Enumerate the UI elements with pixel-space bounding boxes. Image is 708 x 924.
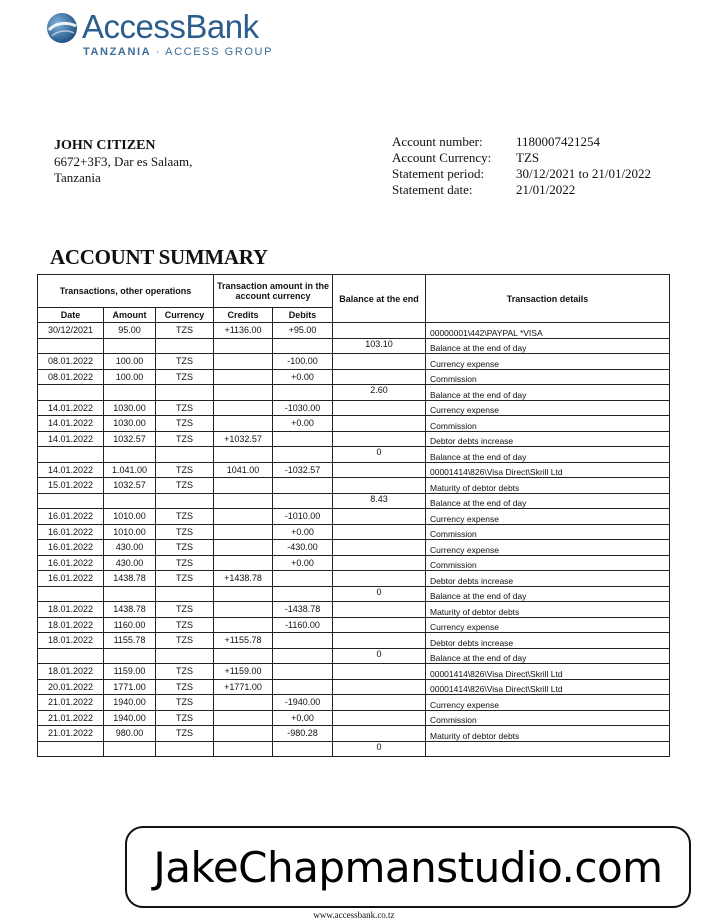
balance-cell — [333, 633, 426, 649]
date-cell: 21.01.2022 — [38, 695, 104, 711]
currency-cell: TZS — [156, 617, 214, 633]
table-row — [38, 695, 670, 711]
balance-cell: 8.43 — [333, 493, 426, 509]
currency-header: Currency — [156, 308, 214, 323]
debits-cell: -430.00 — [273, 540, 333, 556]
amount-cell — [104, 385, 156, 401]
account-currency-value: TZS — [516, 150, 540, 165]
date-cell — [38, 586, 104, 602]
currency-cell: TZS — [156, 540, 214, 556]
currency-cell: TZS — [156, 478, 214, 494]
currency-cell: TZS — [156, 400, 214, 416]
credits-cell: 1041.00 — [214, 462, 273, 478]
details-cell: 00000001\442\PAYPAL *VISA — [426, 323, 670, 339]
details-cell: Currency expense — [426, 617, 670, 633]
amount-cell — [104, 586, 156, 602]
amount-cell: 100.00 — [104, 369, 156, 385]
currency-cell: TZS — [156, 462, 214, 478]
balance-cell — [333, 695, 426, 711]
date-cell — [38, 741, 104, 757]
date-header: Date — [38, 308, 104, 323]
debits-cell — [273, 493, 333, 509]
amount-cell — [104, 741, 156, 757]
date-cell: 18.01.2022 — [38, 602, 104, 618]
debits-cell: -1160.00 — [273, 617, 333, 633]
amount-cell: 1030.00 — [104, 400, 156, 416]
balance-cell: 0 — [333, 586, 426, 602]
credits-cell — [214, 524, 273, 540]
balance-cell: 0 — [333, 648, 426, 664]
date-cell: 08.01.2022 — [38, 369, 104, 385]
details-cell: Balance at the end of day — [426, 648, 670, 664]
credits-cell — [214, 509, 273, 525]
bank-logo — [46, 10, 286, 60]
currency-cell: TZS — [156, 416, 214, 432]
currency-cell: TZS — [156, 664, 214, 680]
account-currency-row — [392, 150, 651, 166]
amount-in-currency-header: Transaction amount in the account currency — [214, 275, 333, 308]
balance-cell — [333, 509, 426, 525]
details-cell: Currency expense — [426, 509, 670, 525]
credits-cell — [214, 447, 273, 463]
details-cell: Commission — [426, 369, 670, 385]
credits-cell: +1771.00 — [214, 679, 273, 695]
details-cell — [426, 741, 670, 757]
balance-cell — [333, 369, 426, 385]
currency-cell — [156, 493, 214, 509]
date-cell: 14.01.2022 — [38, 431, 104, 447]
credits-cell — [214, 478, 273, 494]
transactions-body — [38, 323, 670, 757]
credits-cell: +1155.78 — [214, 633, 273, 649]
date-cell: 16.01.2022 — [38, 524, 104, 540]
balance-cell — [333, 555, 426, 571]
summary-title: ACCOUNT SUMMARY — [50, 245, 268, 269]
account-number-label: Account number: — [392, 134, 483, 149]
table-row — [38, 726, 670, 742]
amount-cell: 1160.00 — [104, 617, 156, 633]
table-row — [38, 710, 670, 726]
statement-date-label: Statement date: — [392, 182, 473, 197]
currency-cell: TZS — [156, 602, 214, 618]
credits-cell — [214, 555, 273, 571]
debits-cell — [273, 664, 333, 680]
amount-cell: 980.00 — [104, 726, 156, 742]
balance-cell — [333, 416, 426, 432]
balance-cell — [333, 354, 426, 370]
footer-url: www.accessbank.co.tz — [313, 910, 395, 920]
table-row — [38, 369, 670, 385]
debits-cell — [273, 431, 333, 447]
debits-cell — [273, 633, 333, 649]
balance-cell — [333, 462, 426, 478]
details-cell: Commission — [426, 524, 670, 540]
watermark-banner: JakeChapmanstudio.com — [125, 826, 691, 908]
customer-address-line1: 6672+3F3, Dar es Salaam, — [54, 154, 193, 169]
date-cell: 14.01.2022 — [38, 462, 104, 478]
currency-cell — [156, 338, 214, 354]
date-cell — [38, 493, 104, 509]
debits-cell — [273, 648, 333, 664]
statement-date-row — [392, 182, 651, 198]
balance-cell — [333, 710, 426, 726]
customer-name: JOHN CITIZEN — [54, 138, 156, 153]
currency-cell: TZS — [156, 726, 214, 742]
credits-cell — [214, 416, 273, 432]
balance-cell — [333, 679, 426, 695]
balance-cell — [333, 602, 426, 618]
date-cell: 15.01.2022 — [38, 478, 104, 494]
table-row — [38, 602, 670, 618]
table-row — [38, 540, 670, 556]
debits-cell — [273, 741, 333, 757]
table-row — [38, 741, 670, 757]
amount-cell: 1940.00 — [104, 695, 156, 711]
globe-logo-icon — [46, 12, 78, 44]
statement-date-value: 21/01/2022 — [516, 182, 576, 197]
table-row — [38, 617, 670, 633]
table-row — [38, 338, 670, 354]
credits-cell — [214, 726, 273, 742]
debits-cell: -100.00 — [273, 354, 333, 370]
credits-cell — [214, 354, 273, 370]
table-row — [38, 323, 670, 339]
credits-header: Credits — [214, 308, 273, 323]
debits-header: Debits — [273, 308, 333, 323]
balance-cell — [333, 323, 426, 339]
details-cell: Commission — [426, 416, 670, 432]
date-cell: 21.01.2022 — [38, 710, 104, 726]
table-row — [38, 679, 670, 695]
date-cell: 20.01.2022 — [38, 679, 104, 695]
date-cell: 16.01.2022 — [38, 571, 104, 587]
table-row — [38, 431, 670, 447]
credits-cell — [214, 400, 273, 416]
amount-cell: 1771.00 — [104, 679, 156, 695]
credits-cell — [214, 710, 273, 726]
date-cell: 16.01.2022 — [38, 555, 104, 571]
currency-cell: TZS — [156, 431, 214, 447]
amount-header: Amount — [104, 308, 156, 323]
amount-cell: 1438.78 — [104, 602, 156, 618]
date-cell: 16.01.2022 — [38, 540, 104, 556]
credits-cell — [214, 602, 273, 618]
details-cell: Commission — [426, 555, 670, 571]
credits-cell — [214, 493, 273, 509]
details-cell: Balance at the end of day — [426, 338, 670, 354]
debits-cell: +0.00 — [273, 555, 333, 571]
account-currency-label: Account Currency: — [392, 150, 492, 165]
operations-header: Transactions, other operations — [38, 275, 214, 308]
currency-cell — [156, 586, 214, 602]
amount-cell — [104, 447, 156, 463]
statement-period-label: Statement period: — [392, 166, 485, 181]
amount-cell: 430.00 — [104, 555, 156, 571]
bank-name: AccessBank — [82, 8, 259, 45]
table-row — [38, 524, 670, 540]
currency-cell: TZS — [156, 369, 214, 385]
debits-cell — [273, 679, 333, 695]
currency-cell: TZS — [156, 354, 214, 370]
amount-cell — [104, 493, 156, 509]
debits-cell: +0.00 — [273, 524, 333, 540]
currency-cell: TZS — [156, 695, 214, 711]
currency-cell: TZS — [156, 524, 214, 540]
details-cell: Balance at the end of day — [426, 447, 670, 463]
balance-cell — [333, 664, 426, 680]
account-number-row — [392, 134, 651, 150]
date-cell: 18.01.2022 — [38, 664, 104, 680]
details-cell: Currency expense — [426, 695, 670, 711]
table-row — [38, 509, 670, 525]
debits-cell: -1438.78 — [273, 602, 333, 618]
date-cell: 18.01.2022 — [38, 617, 104, 633]
table-row — [38, 633, 670, 649]
details-cell: Balance at the end of day — [426, 586, 670, 602]
date-cell: 14.01.2022 — [38, 400, 104, 416]
debits-cell: -1010.00 — [273, 509, 333, 525]
amount-cell: 1155.78 — [104, 633, 156, 649]
table-row — [38, 493, 670, 509]
debits-cell: -1030.00 — [273, 400, 333, 416]
date-cell — [38, 447, 104, 463]
balance-cell — [333, 524, 426, 540]
balance-cell — [333, 540, 426, 556]
date-cell: 08.01.2022 — [38, 354, 104, 370]
currency-cell — [156, 447, 214, 463]
credits-cell — [214, 369, 273, 385]
currency-cell — [156, 648, 214, 664]
balance-cell — [333, 571, 426, 587]
debits-cell — [273, 586, 333, 602]
amount-cell: 1032.57 — [104, 431, 156, 447]
credits-cell — [214, 741, 273, 757]
currency-cell: TZS — [156, 633, 214, 649]
table-row — [38, 462, 670, 478]
amount-cell — [104, 338, 156, 354]
table-row — [38, 586, 670, 602]
credits-cell — [214, 648, 273, 664]
credits-cell — [214, 617, 273, 633]
amount-cell — [104, 648, 156, 664]
balance-header: Balance at the end — [333, 275, 426, 323]
balance-cell — [333, 400, 426, 416]
currency-cell — [156, 741, 214, 757]
details-cell: Currency expense — [426, 540, 670, 556]
date-cell: 14.01.2022 — [38, 416, 104, 432]
credits-cell — [214, 338, 273, 354]
date-cell: 30/12/2021 — [38, 323, 104, 339]
debits-cell: +0.00 — [273, 369, 333, 385]
details-cell: Debtor debts increase — [426, 431, 670, 447]
currency-cell: TZS — [156, 555, 214, 571]
table-row — [38, 416, 670, 432]
date-cell — [38, 385, 104, 401]
currency-cell: TZS — [156, 679, 214, 695]
details-cell: Currency expense — [426, 400, 670, 416]
table-row — [38, 400, 670, 416]
details-cell: Balance at the end of day — [426, 385, 670, 401]
currency-cell: TZS — [156, 509, 214, 525]
debits-cell: +95.00 — [273, 323, 333, 339]
amount-cell: 1030.00 — [104, 416, 156, 432]
debits-cell — [273, 385, 333, 401]
details-cell: Maturity of debtor debts — [426, 602, 670, 618]
amount-cell: 430.00 — [104, 540, 156, 556]
table-row — [38, 555, 670, 571]
details-cell: 00001414\826\Visa Direct\Skrill Ltd — [426, 664, 670, 680]
balance-cell — [333, 431, 426, 447]
account-number-value: 1180007421254 — [516, 134, 601, 149]
balance-cell: 2.60 — [333, 385, 426, 401]
currency-cell: TZS — [156, 710, 214, 726]
amount-cell: 1032.57 — [104, 478, 156, 494]
account-info — [392, 134, 651, 198]
details-header: Transaction details — [426, 275, 670, 323]
debits-cell: +0.00 — [273, 710, 333, 726]
balance-cell — [333, 726, 426, 742]
currency-cell: TZS — [156, 571, 214, 587]
debits-cell — [273, 478, 333, 494]
table-row — [38, 571, 670, 587]
amount-cell: 1940.00 — [104, 710, 156, 726]
amount-cell: 1010.00 — [104, 509, 156, 525]
credits-cell: +1136.00 — [214, 323, 273, 339]
date-cell: 16.01.2022 — [38, 509, 104, 525]
date-cell — [38, 338, 104, 354]
amount-cell: 1159.00 — [104, 664, 156, 680]
details-cell: Currency expense — [426, 354, 670, 370]
amount-cell: 1.041.00 — [104, 462, 156, 478]
statement-period-value: 30/12/2021 to 21/01/2022 — [516, 166, 652, 181]
table-row — [38, 478, 670, 494]
balance-cell: 0 — [333, 447, 426, 463]
bank-subtitle: TANZANIA · ACCESS GROUP — [83, 46, 274, 58]
details-cell: 00001414\826\Visa Direct\Skrill Ltd — [426, 679, 670, 695]
credits-cell — [214, 540, 273, 556]
debits-cell — [273, 571, 333, 587]
balance-cell: 0 — [333, 741, 426, 757]
debits-cell — [273, 338, 333, 354]
date-cell: 18.01.2022 — [38, 633, 104, 649]
amount-cell: 1438.78 — [104, 571, 156, 587]
transactions-table — [37, 274, 670, 757]
balance-cell: 103.10 — [333, 338, 426, 354]
statement-period-row — [392, 166, 651, 182]
details-cell: 00001414\826\Visa Direct\Skrill Ltd — [426, 462, 670, 478]
credits-cell — [214, 695, 273, 711]
table-row — [38, 648, 670, 664]
credits-cell — [214, 385, 273, 401]
details-cell: Maturity of debtor debts — [426, 726, 670, 742]
table-row — [38, 447, 670, 463]
details-cell: Commission — [426, 710, 670, 726]
details-cell: Balance at the end of day — [426, 493, 670, 509]
date-cell: 21.01.2022 — [38, 726, 104, 742]
details-cell: Debtor debts increase — [426, 633, 670, 649]
customer-block — [54, 138, 192, 186]
details-cell: Debtor debts increase — [426, 571, 670, 587]
credits-cell: +1438.78 — [214, 571, 273, 587]
credits-cell — [214, 586, 273, 602]
date-cell — [38, 648, 104, 664]
amount-cell: 100.00 — [104, 354, 156, 370]
balance-cell — [333, 617, 426, 633]
debits-cell: -980.28 — [273, 726, 333, 742]
amount-cell: 1010.00 — [104, 524, 156, 540]
credits-cell: +1159.00 — [214, 664, 273, 680]
table-row — [38, 354, 670, 370]
balance-cell — [333, 478, 426, 494]
debits-cell — [273, 447, 333, 463]
currency-cell: TZS — [156, 323, 214, 339]
details-cell: Maturity of debtor debts — [426, 478, 670, 494]
table-row — [38, 664, 670, 680]
debits-cell: -1032.57 — [273, 462, 333, 478]
currency-cell — [156, 385, 214, 401]
credits-cell: +1032.57 — [214, 431, 273, 447]
amount-cell: 95.00 — [104, 323, 156, 339]
debits-cell: +0.00 — [273, 416, 333, 432]
customer-address-line2: Tanzania — [54, 170, 101, 185]
debits-cell: -1940.00 — [273, 695, 333, 711]
table-row — [38, 385, 670, 401]
